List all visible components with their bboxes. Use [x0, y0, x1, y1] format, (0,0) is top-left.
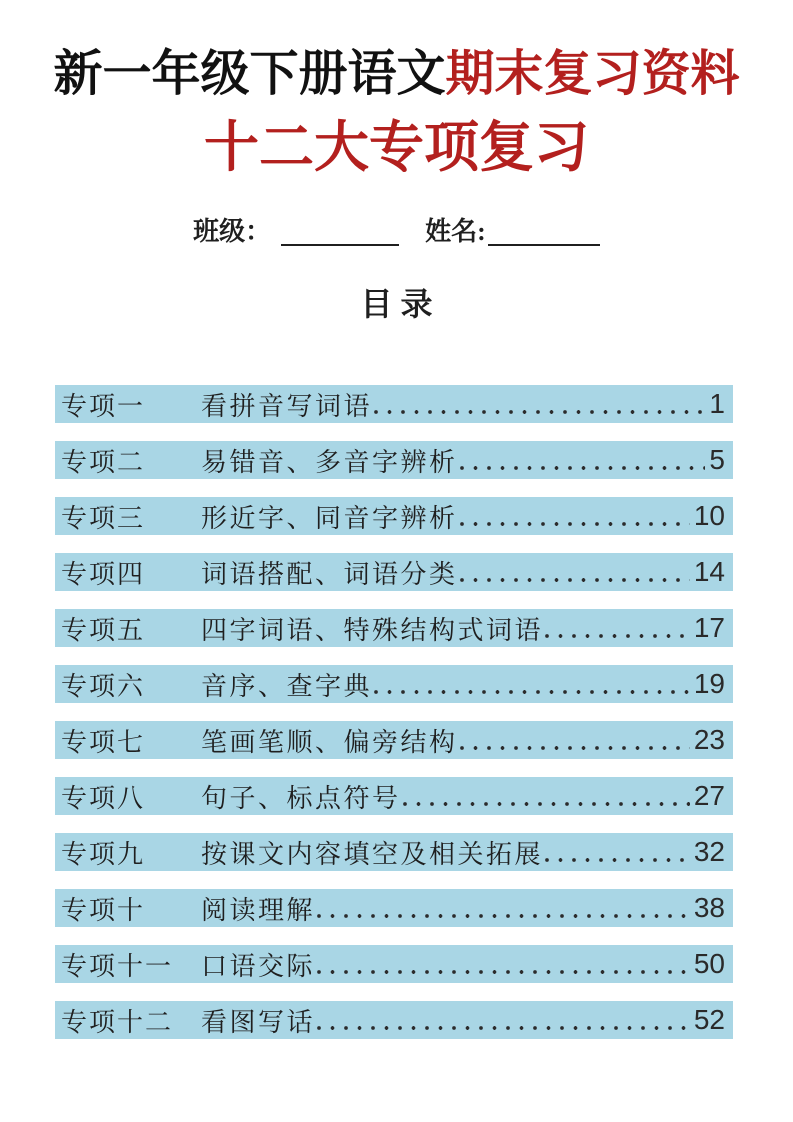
toc-row: [55, 441, 733, 479]
toc-item-label: 专项五: [61, 615, 146, 645]
class-label: 班级：: [193, 217, 272, 247]
toc-item-page: 52: [693, 1004, 725, 1036]
toc-leader-dots: [460, 522, 690, 526]
toc-item-page: 14: [693, 556, 725, 588]
toc-row: [55, 385, 733, 423]
toc-leader-dots: [460, 578, 690, 582]
toc-item-title: 看拼音写词语: [201, 391, 373, 421]
toc-item-title: 形近字、同音字辨析: [201, 503, 458, 533]
toc-item-title: 句子、标点符号: [201, 783, 401, 813]
toc-item-title: 阅读理解: [201, 895, 316, 925]
toc-leader-dots: [403, 802, 690, 806]
class-blank: [281, 244, 399, 246]
toc-item-title: 笔画笔顺、偏旁结构: [201, 727, 458, 757]
toc-item-label: 专项九: [61, 839, 146, 869]
toc-item-page: 32: [693, 836, 725, 868]
toc-item-title: 四字词语、特殊结构式词语: [201, 615, 544, 645]
toc-row: [55, 945, 733, 983]
toc-heading: 目录: [360, 285, 441, 322]
toc-row: [55, 665, 733, 703]
toc-row: [55, 1001, 733, 1039]
toc-item-label: 专项四: [61, 559, 146, 589]
toc-leader-dots: [460, 746, 690, 750]
page-title-line1: [0, 0, 793, 106]
toc-row: [55, 553, 733, 591]
toc-item-page: 38: [693, 892, 725, 924]
toc-item-label: 专项三: [61, 503, 146, 533]
title-subject-text: 新一年级下册语文: [53, 46, 446, 101]
toc-row: [55, 833, 733, 871]
toc-row: [55, 777, 733, 815]
toc-item-page: 10: [693, 500, 725, 532]
toc-item-page: 19: [693, 668, 725, 700]
toc-item-title: 看图写话: [201, 1007, 316, 1037]
toc-leader-dots: [460, 466, 706, 470]
toc-row: [55, 497, 733, 535]
toc-item-page: 27: [693, 780, 725, 812]
toc-item-label: 专项七: [61, 727, 146, 757]
toc-item-label: 专项十: [61, 895, 146, 925]
name-label: 姓名:: [425, 217, 486, 247]
toc-row: [55, 889, 733, 927]
toc-leader-dots: [317, 914, 690, 918]
toc-item-label: 专项八: [61, 783, 146, 813]
toc-row: [55, 721, 733, 759]
toc-item-page: 5: [709, 444, 725, 476]
name-blank: [488, 244, 600, 246]
toc-item-page: 17: [693, 612, 725, 644]
title-exam-text: 期末复习资料: [445, 46, 740, 101]
toc-item-title: 易错音、多音字辨析: [201, 447, 458, 477]
toc-item-title: 按课文内容填空及相关拓展: [201, 839, 544, 869]
toc-item-label: 专项十二: [61, 1007, 174, 1037]
toc-item-title: 词语搭配、词语分类: [201, 559, 458, 589]
toc-item-label: 专项一: [61, 391, 146, 421]
toc-item-label: 专项二: [61, 447, 146, 477]
toc-item-label: 专项六: [61, 671, 146, 701]
toc-leader-dots: [545, 858, 690, 862]
toc-item-title: 音序、查字典: [201, 671, 373, 701]
toc-item-page: 50: [693, 948, 725, 980]
toc-leader-dots: [374, 690, 690, 694]
toc-leader-dots: [545, 634, 690, 638]
toc-item-label: 专项十一: [61, 951, 174, 981]
toc-leader-dots: [374, 410, 705, 414]
toc-item-title: 口语交际: [201, 951, 316, 981]
toc-row: [55, 609, 733, 647]
toc-item-page: 23: [693, 724, 725, 756]
toc-item-page: 1: [709, 388, 725, 420]
toc-leader-dots: [317, 1026, 690, 1030]
toc-list: [55, 385, 733, 1039]
page-title-line2: 十二大专项复习: [203, 116, 589, 178]
class-name-line: [0, 215, 793, 249]
toc-leader-dots: [317, 970, 690, 974]
